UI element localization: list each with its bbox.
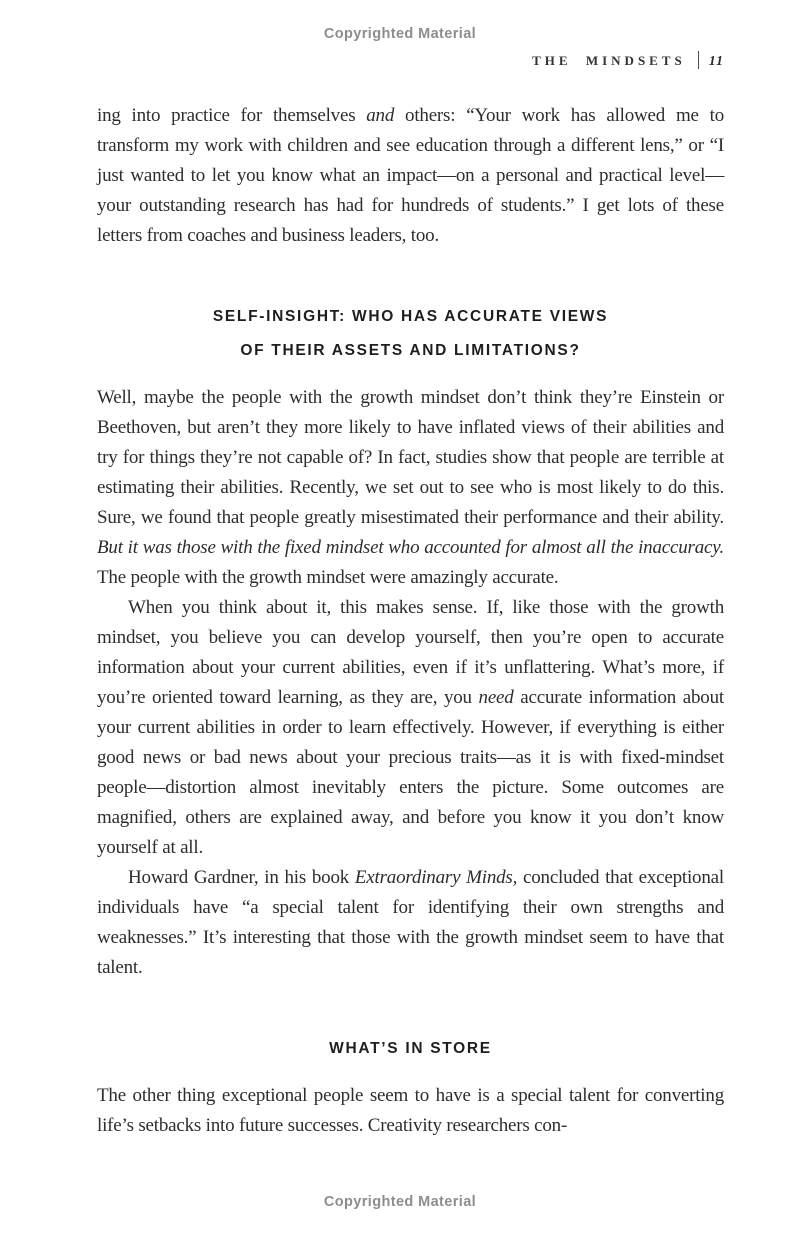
running-head-title: THE MINDSETS (532, 53, 686, 68)
body-text: Well, maybe the people with the growth mindset don’t think they’re Einstein or Beethoven, but aren’t they more likely to have inflated views of their abilities and try for things they’re not capable of? In fact, studies show that people are terrible at estimating their abilities. Recently, we set out to see who is most likely to do this. Sure, we found that people greatly misestimated their performance and their ability. (97, 387, 724, 528)
body-text: ing into practice for themselves (97, 105, 367, 126)
page-content (97, 101, 724, 1141)
body-text: When you think about it, this makes sense. If, like those with the growth mindset, you believe you can develop yourself, then you’re open to accurate information about your current abilities, even if it’s unflattering. What’s more, if you’re oriented toward learning, as they are, you (97, 597, 724, 708)
italic-text: need (478, 687, 514, 708)
body-text: The other thing exceptional people seem to have is a special talent for converting life’s setbacks into future successes. Creativity researchers con- (97, 1085, 724, 1136)
italic-text: Extraordinary Minds, (354, 867, 518, 888)
paragraph (97, 101, 724, 251)
body-text: concluded that exceptional individuals have “a special talent for identifying their own strengths and weaknesses.” It’s interesting that those with the growth mindset seem to have that talent. (97, 867, 724, 978)
section-heading (97, 1032, 724, 1066)
section-heading-line: WHAT’S IN STORE (329, 1040, 492, 1057)
paragraph (97, 593, 724, 863)
body-text: accurate information about your current abilities in order to learn effectively. However, if everything is either good news or bad news about your precious traits—as it is with fixed-mindset people—distortion almost inevitably enters the picture. Some outcomes are magnified, others are explained away, and before you know it you don’t know yourself at all. (97, 687, 724, 858)
running-head (97, 51, 724, 70)
body-text: others: “Your work has allowed me to transform my work with children and see education through a different lens,” or “I just wanted to let you know what an impact—on a personal and practical level—your outstanding research has had for hundreds of students.” I get lots of these letters from coaches and business leaders, too. (97, 105, 724, 246)
italic-text: and (366, 105, 395, 126)
body-text: The people with the growth mindset were amazingly accurate. (97, 567, 559, 588)
page-number: 11 (708, 54, 724, 69)
body-text: Howard Gardner, in his book (128, 867, 355, 888)
section-heading (97, 300, 724, 368)
section-heading-line: OF THEIR ASSETS AND LIMITATIONS? (240, 342, 581, 359)
italic-text: But it was those with the fixed mindset who accounted for almost all the inaccuracy. (97, 537, 724, 558)
running-head-divider (698, 51, 699, 69)
paragraph (97, 863, 724, 983)
copyright-notice-bottom: Copyrighted Material (323, 1194, 477, 1210)
paragraph (97, 383, 724, 593)
copyright-notice-top: Copyrighted Material (323, 26, 477, 42)
section-heading-line: SELF-INSIGHT: WHO HAS ACCURATE VIEWS (212, 308, 609, 325)
paragraph (97, 1081, 724, 1141)
